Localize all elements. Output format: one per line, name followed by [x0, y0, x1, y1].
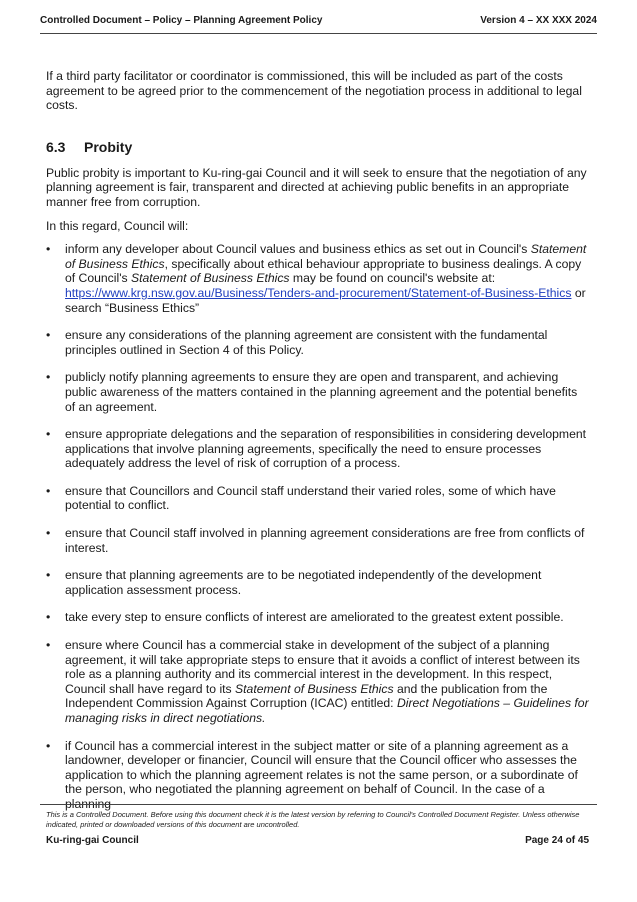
list-item: • if Council has a commercial interest in the subject matter or site of a planning agreement as a landowner, developer or financier, Council will ensure that the Council officer who assesses the application to which the planning agreement relates is not the same person, or a subordinate of the person, who negotiated the planning agreement on behalf of Council. In the case of a planning — [46, 738, 578, 811]
page-footer — [46, 835, 589, 846]
bullet-icon: • — [46, 526, 51, 541]
header-title: Controlled Document – Policy – Planning Agreement Policy — [40, 15, 323, 26]
list-item: • ensure that planning agreements are to be negotiated independently of the development application assessment process. — [46, 568, 542, 597]
list-item: • ensure that Councillors and Council staff understand their varied roles, some of which have potential to conflict. — [46, 483, 556, 513]
bullet-icon: • — [46, 738, 51, 753]
header-version: Version 4 – XX XXX 2024 — [480, 15, 597, 26]
footer-rule — [40, 804, 597, 805]
list-item: • publicly notify planning agreements to ensure they are open and transparent, and achieving public awareness of the matters contained in the planning agreement and the potential benefits of an agreement. — [46, 370, 578, 414]
page-number: Page 24 of 45 — [525, 835, 589, 846]
bullet-icon: • — [46, 638, 51, 653]
bullet-icon: • — [46, 328, 51, 343]
bullet-icon: • — [46, 427, 51, 442]
section-heading — [46, 139, 589, 156]
list-item: • take every step to ensure conflicts of interest are ameliorated to the greatest extent possible. — [46, 610, 564, 625]
footer-org: Ku-ring-gai Council — [46, 835, 139, 846]
list-item: • ensure where Council has a commercial stake in development of the subject of a planning agreement, it will take appropriate steps to ensure that it avoids a conflict of interest between its role as a planning authority and its commercial interest in the development. In this respect, Council shall have regard to its Statement of Business Ethics and the publication from the Independent Commission Against Corruption (ICAC) entitled: Direct Negotiations – Guidelines for managing risks in direct negotiations. — [46, 638, 589, 725]
page-header — [40, 14, 597, 27]
bullet-icon: • — [46, 568, 51, 583]
list-item: • ensure that Council staff involved in planning agreement considerations are free from conflicts of interest. — [46, 526, 585, 555]
header-rule — [40, 33, 597, 34]
bullet-icon: • — [46, 242, 51, 257]
list-item: • ensure any considerations of the planning agreement are consistent with the fundamental principles outlined in Section 4 of this Policy. — [46, 328, 548, 357]
section-title: Probity — [84, 138, 133, 155]
bullet-icon: • — [46, 483, 51, 498]
controlled-document-note: This is a Controlled Document. Before using this document check it is the latest version by referring to Council's Controlled Document Register. Unless otherwise indicated, printed or downloaded versions of this document are uncontrolled. — [46, 810, 580, 829]
probity-list — [46, 242, 589, 811]
probity-paragraph: Public probity is important to Ku-ring-gai Council and it will seek to ensure that the negotiation of any planning agreement is fair, transparent and directed at achieving public benefits in an appropriate manner free from corruption. — [46, 165, 587, 209]
section-number: 6.3 — [46, 138, 66, 155]
bullet-icon: • — [46, 370, 51, 385]
intro-paragraph: If a third party facilitator or coordinator is commissioned, this will be included as part of the costs agreement to be agreed prior to the commencement of the negotiation process in additional to legal costs. — [46, 69, 582, 113]
list-item: • inform any developer about Council values and business ethics as set out in Council's Statement of Business Ethics, specifically about ethical behaviour appropriate to business dealings. A copy of Council's Statement of Business Ethics may be found on council's website at: https://www.krg.nsw.gov.au/Business/Tenders-and-procurement/Statement-of-Business-Ethics or search “Business Ethics” — [46, 242, 587, 315]
council-will-paragraph: In this regard, Council will: — [46, 218, 189, 233]
list-item: • ensure appropriate delegations and the separation of responsibilities in considering development applications that involve planning agreements, specifically the need to ensure processes adequately address the level of risk of corruption of a process. — [46, 427, 587, 471]
business-ethics-link[interactable]: https://www.krg.nsw.gov.au/Business/Tenders-and-procurement/Statement-of-Business-Ethics — [65, 285, 572, 300]
bullet-icon: • — [46, 610, 51, 625]
document-body — [46, 69, 589, 825]
